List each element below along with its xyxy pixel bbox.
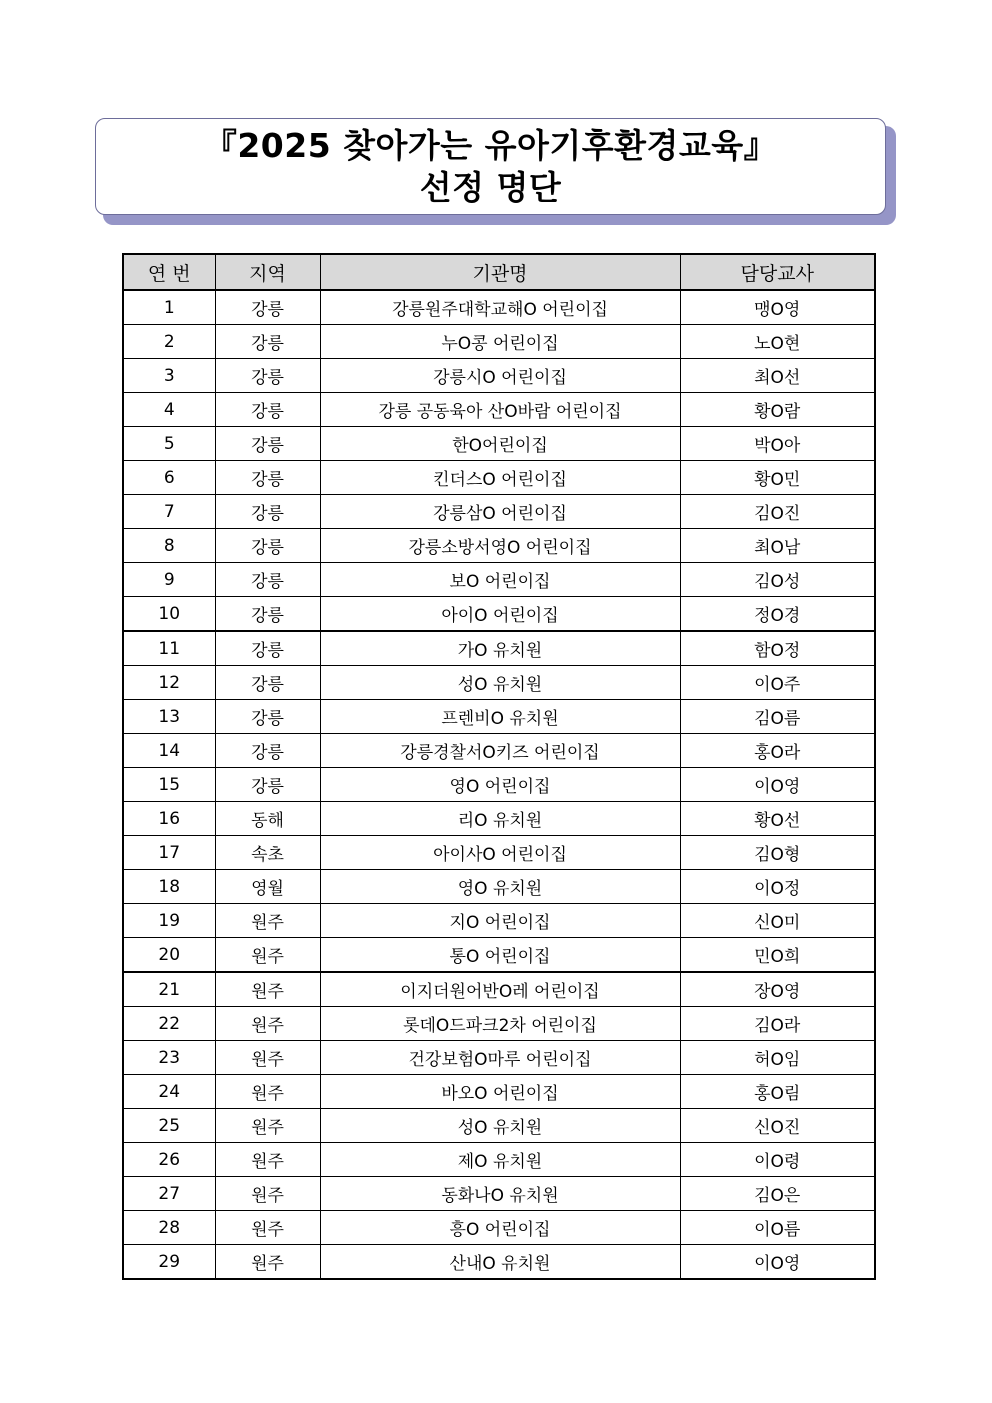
- cell-no: 26: [123, 1143, 215, 1177]
- cell-no: 10: [123, 597, 215, 632]
- cell-teacher: 김O성: [680, 563, 875, 597]
- cell-region: 원주: [215, 1177, 320, 1211]
- cell-region: 강릉: [215, 666, 320, 700]
- cell-teacher: 김O름: [680, 700, 875, 734]
- cell-region: 영월: [215, 870, 320, 904]
- cell-institution: 보O 어린이집: [320, 563, 680, 597]
- cell-region: 원주: [215, 904, 320, 938]
- cell-region: 강릉: [215, 529, 320, 563]
- cell-region: 원주: [215, 938, 320, 973]
- cell-teacher: 이O름: [680, 1211, 875, 1245]
- cell-region: 강릉: [215, 700, 320, 734]
- cell-institution: 강릉경찰서O키즈 어린이집: [320, 734, 680, 768]
- cell-no: 18: [123, 870, 215, 904]
- table-row: [123, 700, 875, 734]
- cell-institution: 제O 유치원: [320, 1143, 680, 1177]
- cell-region: 강릉: [215, 734, 320, 768]
- cell-institution: 성O 유치원: [320, 666, 680, 700]
- cell-region: 강릉: [215, 461, 320, 495]
- header-institution: 기관명: [320, 254, 680, 290]
- table-row: [123, 870, 875, 904]
- cell-region: 원주: [215, 1041, 320, 1075]
- selection-table: [122, 253, 876, 1280]
- cell-institution: 리O 유치원: [320, 802, 680, 836]
- cell-institution: 강릉시O 어린이집: [320, 359, 680, 393]
- cell-region: 강릉: [215, 768, 320, 802]
- cell-region: 강릉: [215, 495, 320, 529]
- table-row: [123, 597, 875, 632]
- cell-teacher: 이O령: [680, 1143, 875, 1177]
- table-row: [123, 529, 875, 563]
- cell-no: 21: [123, 972, 215, 1007]
- cell-no: 9: [123, 563, 215, 597]
- page-subtitle: 선정 명단: [419, 167, 562, 207]
- table-row: [123, 393, 875, 427]
- cell-no: 27: [123, 1177, 215, 1211]
- cell-institution: 강릉 공동육아 산O바람 어린이집: [320, 393, 680, 427]
- table-row: [123, 1109, 875, 1143]
- cell-institution: 영O 유치원: [320, 870, 680, 904]
- table-row: [123, 1211, 875, 1245]
- cell-region: 강릉: [215, 290, 320, 325]
- table-row: [123, 938, 875, 973]
- table-row: [123, 836, 875, 870]
- cell-institution: 통O 어린이집: [320, 938, 680, 973]
- cell-teacher: 이O영: [680, 1245, 875, 1280]
- table-row: [123, 495, 875, 529]
- cell-no: 2: [123, 325, 215, 359]
- table-row: [123, 563, 875, 597]
- title-box: [95, 118, 886, 215]
- cell-region: 원주: [215, 1075, 320, 1109]
- cell-institution: 영O 어린이집: [320, 768, 680, 802]
- cell-no: 7: [123, 495, 215, 529]
- cell-teacher: 이O영: [680, 768, 875, 802]
- cell-no: 14: [123, 734, 215, 768]
- cell-teacher: 신O진: [680, 1109, 875, 1143]
- cell-teacher: 홍O림: [680, 1075, 875, 1109]
- table-row: [123, 1177, 875, 1211]
- cell-region: 원주: [215, 1109, 320, 1143]
- cell-no: 17: [123, 836, 215, 870]
- table-row: [123, 972, 875, 1007]
- cell-region: 강릉: [215, 427, 320, 461]
- cell-teacher: 황O람: [680, 393, 875, 427]
- cell-teacher: 김O형: [680, 836, 875, 870]
- cell-no: 23: [123, 1041, 215, 1075]
- cell-no: 3: [123, 359, 215, 393]
- cell-institution: 누O콩 어린이집: [320, 325, 680, 359]
- cell-teacher: 장O영: [680, 972, 875, 1007]
- cell-teacher: 황O선: [680, 802, 875, 836]
- table-row: [123, 325, 875, 359]
- cell-region: 원주: [215, 1143, 320, 1177]
- cell-teacher: 노O현: [680, 325, 875, 359]
- cell-teacher: 민O희: [680, 938, 875, 973]
- cell-no: 16: [123, 802, 215, 836]
- cell-institution: 지O 어린이집: [320, 904, 680, 938]
- cell-no: 13: [123, 700, 215, 734]
- cell-no: 20: [123, 938, 215, 973]
- cell-teacher: 맹O영: [680, 290, 875, 325]
- cell-region: 강릉: [215, 597, 320, 632]
- table-row: [123, 290, 875, 325]
- cell-institution: 킨더스O 어린이집: [320, 461, 680, 495]
- cell-region: 강릉: [215, 325, 320, 359]
- cell-region: 원주: [215, 1007, 320, 1041]
- cell-teacher: 홍O라: [680, 734, 875, 768]
- table-row: [123, 1041, 875, 1075]
- cell-teacher: 황O민: [680, 461, 875, 495]
- cell-teacher: 함O정: [680, 631, 875, 666]
- cell-no: 25: [123, 1109, 215, 1143]
- table-row: [123, 1143, 875, 1177]
- table-header-row: [123, 254, 875, 290]
- cell-institution: 가O 유치원: [320, 631, 680, 666]
- cell-region: 강릉: [215, 563, 320, 597]
- header-teacher: 담당교사: [680, 254, 875, 290]
- cell-institution: 산내O 유치원: [320, 1245, 680, 1280]
- cell-teacher: 신O미: [680, 904, 875, 938]
- cell-teacher: 김O라: [680, 1007, 875, 1041]
- table-body: [123, 290, 875, 1279]
- table-row: [123, 1007, 875, 1041]
- cell-teacher: 정O경: [680, 597, 875, 632]
- cell-region: 강릉: [215, 359, 320, 393]
- cell-institution: 바오O 어린이집: [320, 1075, 680, 1109]
- cell-no: 19: [123, 904, 215, 938]
- cell-institution: 롯데O드파크2차 어린이집: [320, 1007, 680, 1041]
- table-row: [123, 631, 875, 666]
- cell-no: 6: [123, 461, 215, 495]
- cell-region: 속초: [215, 836, 320, 870]
- cell-teacher: 최O남: [680, 529, 875, 563]
- cell-teacher: 김O은: [680, 1177, 875, 1211]
- table-row: [123, 904, 875, 938]
- cell-no: 8: [123, 529, 215, 563]
- cell-institution: 강릉삼O 어린이집: [320, 495, 680, 529]
- cell-institution: 흥O 어린이집: [320, 1211, 680, 1245]
- cell-teacher: 허O임: [680, 1041, 875, 1075]
- cell-institution: 프렌비O 유치원: [320, 700, 680, 734]
- cell-institution: 강릉원주대학교해O 어린이집: [320, 290, 680, 325]
- table-row: [123, 461, 875, 495]
- table-row: [123, 768, 875, 802]
- table-row: [123, 1075, 875, 1109]
- page-title: 『2025 찾아가는 유아기후환경교육』: [203, 125, 778, 165]
- cell-institution: 아이O 어린이집: [320, 597, 680, 632]
- cell-no: 15: [123, 768, 215, 802]
- cell-institution: 이지더원어반O레 어린이집: [320, 972, 680, 1007]
- table-row: [123, 1245, 875, 1280]
- cell-region: 원주: [215, 972, 320, 1007]
- table-row: [123, 734, 875, 768]
- cell-teacher: 이O주: [680, 666, 875, 700]
- cell-teacher: 김O진: [680, 495, 875, 529]
- cell-no: 5: [123, 427, 215, 461]
- cell-no: 4: [123, 393, 215, 427]
- cell-teacher: 박O아: [680, 427, 875, 461]
- cell-no: 28: [123, 1211, 215, 1245]
- cell-region: 강릉: [215, 393, 320, 427]
- cell-region: 원주: [215, 1211, 320, 1245]
- header-region: 지역: [215, 254, 320, 290]
- cell-no: 11: [123, 631, 215, 666]
- table-row: [123, 427, 875, 461]
- cell-institution: 건강보험O마루 어린이집: [320, 1041, 680, 1075]
- cell-no: 12: [123, 666, 215, 700]
- cell-region: 동해: [215, 802, 320, 836]
- cell-institution: 한O어린이집: [320, 427, 680, 461]
- cell-no: 22: [123, 1007, 215, 1041]
- cell-institution: 아이사O 어린이집: [320, 836, 680, 870]
- cell-no: 29: [123, 1245, 215, 1280]
- cell-no: 1: [123, 290, 215, 325]
- cell-institution: 강릉소방서영O 어린이집: [320, 529, 680, 563]
- cell-no: 24: [123, 1075, 215, 1109]
- cell-institution: 성O 유치원: [320, 1109, 680, 1143]
- table-row: [123, 802, 875, 836]
- cell-teacher: 최O선: [680, 359, 875, 393]
- table-row: [123, 666, 875, 700]
- cell-teacher: 이O정: [680, 870, 875, 904]
- header-no: 연 번: [123, 254, 215, 290]
- cell-region: 강릉: [215, 631, 320, 666]
- table-row: [123, 359, 875, 393]
- cell-institution: 동화나O 유치원: [320, 1177, 680, 1211]
- cell-region: 원주: [215, 1245, 320, 1280]
